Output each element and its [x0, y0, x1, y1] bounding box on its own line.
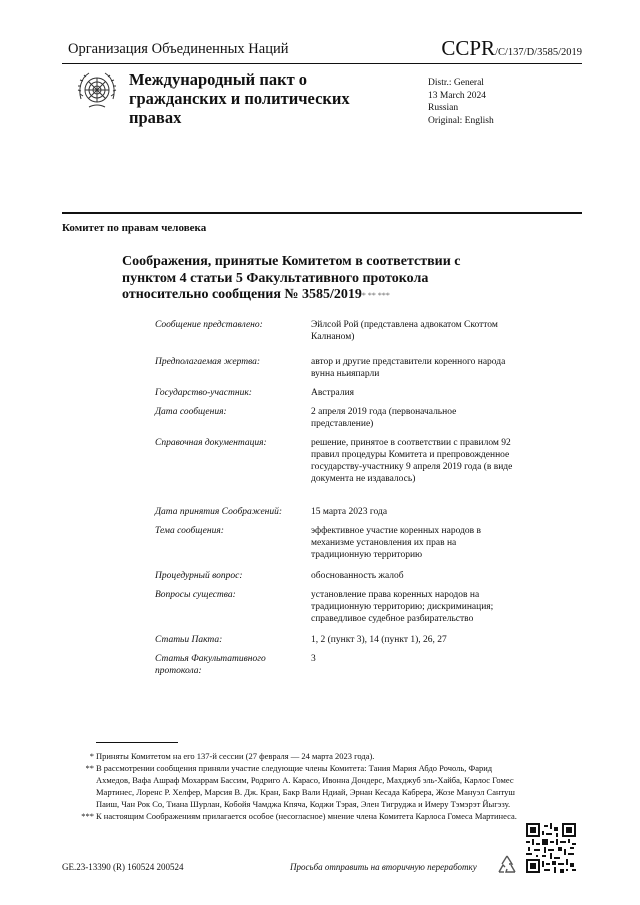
footnote-text: К настоящим Соображениям прилагается особое (несогласное) мнение члена Комитета Карлоса Гомеса Мартинеса.	[96, 811, 517, 821]
qr-code-icon	[526, 823, 576, 873]
metadata-label: Дата принятия Соображений:	[155, 507, 283, 517]
header-divider	[62, 63, 582, 64]
document-symbol-rest: /C/137/D/3585/2019	[495, 47, 582, 58]
metadata-label: Статьи Пакта:	[155, 635, 223, 645]
footnotes	[81, 750, 521, 822]
section-divider	[62, 212, 582, 214]
metadata-value: 15 марта 2023 года	[311, 507, 388, 517]
covenant-title: Международный пакт о гражданских и политических правах	[129, 70, 350, 127]
metadata-value: Австралия	[311, 388, 355, 398]
metadata-row	[155, 570, 516, 589]
metadata-label: Сообщение представлено:	[155, 320, 263, 330]
metadata-value: эффективное участие коренных народов в механизме установления их прав на традиционную территорию	[311, 526, 482, 560]
metadata-table	[155, 319, 516, 679]
footnote-text: В рассмотрении сообщения приняли участие следующие члены Комитета: Тания Мария Абдо Рочоль, Фарид Ахмедов, Вафа Ашраф Мохаррам Бассим, Родриго А. Карасо, Ивонна Дондерс, Махджуб эль-Хайба, Карлос Гомес Мартинес, Лоренс Р. Хелфер, Марсия В. Дж. Кран, Бакр Вали Ндиай, Эрнан Кесада Кабрера, Жозе Мануэл Сантуш Паиш, Чан Рок Со, Тиана Шурлан, Кобойя Чамджа Кпяча, Коджи Тэрая, Элен Тигруджа и Имеру Тэмэрэт Йыгэзу.	[96, 763, 515, 809]
footnote	[81, 810, 521, 822]
footnote-text: Приняты Комитетом на его 137-й сессии (27 февраля — 24 марта 2023 года).	[96, 751, 375, 761]
distribution-line: Distr.: General	[428, 78, 484, 88]
footnote	[89, 750, 521, 762]
metadata-row	[155, 319, 516, 356]
document-title-text: Соображения, принятые Комитетом в соответствии с пунктом 4 статьи 5 Факультативного протокола относительно сообщения № 3585/2019	[122, 254, 461, 302]
metadata-label: Справочная документация:	[155, 438, 267, 448]
metadata-value: 3	[311, 654, 316, 664]
metadata-row	[155, 653, 516, 679]
recycle-text: Просьба отправить на вторичную переработку	[290, 862, 477, 872]
metadata-value: установление права коренных народов на традиционную территорию; дискриминация; справедливое судебное разбирательство	[311, 590, 494, 624]
title-footnote-marks: * ** ***	[361, 291, 390, 300]
metadata-value: обоснованность жалоб	[311, 571, 404, 581]
metadata-label: Статья Факультативного протокола:	[155, 654, 266, 676]
distribution-date: 13 March 2024	[428, 90, 487, 101]
footnote-divider	[96, 742, 178, 743]
metadata-label: Процедурный вопрос:	[155, 571, 243, 581]
metadata-row	[155, 525, 516, 570]
metadata-value: 2 апреля 2019 года (первоначальное представление)	[311, 407, 457, 429]
distribution-language: Russian	[428, 103, 459, 113]
metadata-label: Предполагаемая жертва:	[155, 357, 261, 367]
metadata-row	[155, 356, 516, 387]
distribution-original: Original: English	[428, 115, 494, 126]
metadata-value: Эйлсой Рой (представлена адвокатом Скоттом Калнаном)	[311, 320, 498, 342]
metadata-row	[155, 437, 516, 506]
metadata-label: Государство-участник:	[155, 388, 252, 398]
organization-name: Организация Объединенных Наций	[68, 41, 289, 57]
committee-name: Комитет по правам человека	[62, 222, 207, 234]
metadata-row	[155, 406, 516, 437]
un-emblem-icon	[75, 69, 119, 113]
footnote-mark: *	[89, 751, 94, 761]
metadata-value: автор и другие представители коренного народа вунна ньияпарли	[311, 357, 506, 379]
metadata-value: 1, 2 (пункт 3), 14 (пункт 1), 26, 27	[311, 635, 447, 645]
footnote-mark: **	[85, 763, 94, 773]
document-symbol-main: CCPR	[441, 36, 496, 60]
metadata-row	[155, 589, 516, 634]
recycle-icon	[496, 854, 518, 876]
footnote	[85, 762, 521, 810]
document-symbol	[441, 36, 582, 61]
metadata-value: решение, принятое в соответствии с правилом 92 правил процедуры Комитета и препровожденное государству-участнику 9 апреля 2019 года (в виде документа не издавалось)	[311, 438, 513, 484]
metadata-row	[155, 387, 516, 406]
job-number: GE.23-13390 (R) 160524 200524	[62, 862, 184, 872]
metadata-label: Вопросы существа:	[155, 590, 236, 600]
distribution-block	[428, 77, 494, 127]
metadata-row	[155, 506, 516, 525]
document-title	[122, 254, 502, 305]
metadata-label: Тема сообщения:	[155, 526, 224, 536]
metadata-label: Дата сообщения:	[155, 407, 227, 417]
footnote-mark: ***	[81, 811, 94, 821]
metadata-row	[155, 634, 516, 653]
